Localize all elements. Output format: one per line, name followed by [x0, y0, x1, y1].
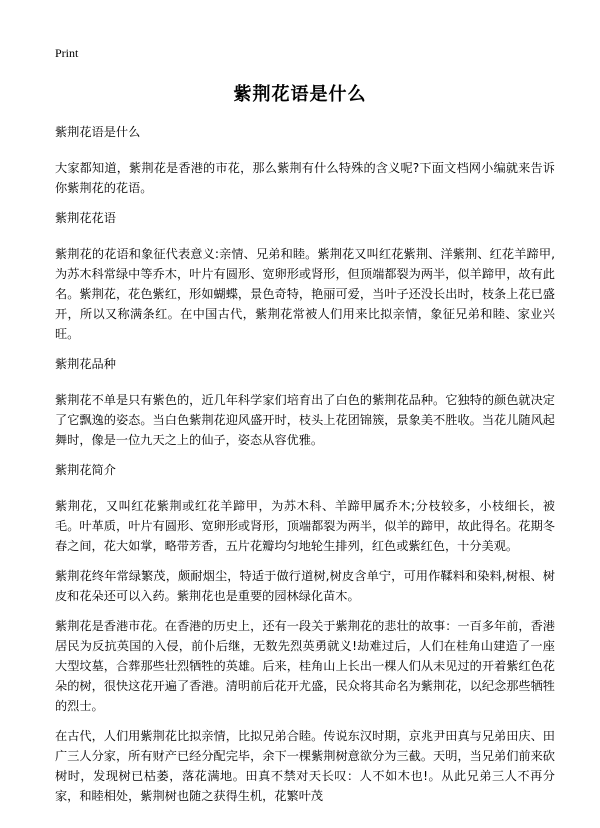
- paragraph: 紫荆花的花语和象征代表意义:亲情、兄弟和睦。紫荆花又叫红花紫荆、洋紫荆、红花羊蹄甲,为苏木科常绿中等乔木，叶片有圆形、宽卵形或肾形，但顶端都裂为两半，似羊蹄甲，故有此名。紫荆花，花色紫红，形如蝴蝶，景色奇特，艳丽可爱，当叶子还没长出时，枝条上花已盛开，所以又称满条红。在中国古代，紫荆花常被人们用来比拟亲情，象征兄弟和睦、家业兴旺。: [55, 247, 555, 341]
- paragraph: 紫荆花是香港市花。在香港的历史上，还有一段关于紫荆花的悲壮的故事：一百多年前，香港居民为反抗英国的入侵，前仆后继，无数先烈英勇就义!劫难过后，人们在桂角山建造了一座大型坟墓，合葬那些壮烈牺牲的英雄。后来，桂角山上长出一棵人们从未见过的开着紫红色花朵的树，很快这花开遍了香港。清明前后花开尤盛，民众将其命名为紫荆花，以纪念那些牺牲的烈士。: [55, 619, 555, 713]
- section-heading: 紫荆花简介: [55, 463, 116, 477]
- article-body: [55, 122, 555, 816]
- page-title: 紫荆花语是什么: [233, 84, 367, 105]
- section: [55, 208, 555, 344]
- section-heading: 紫荆花语是什么: [55, 125, 141, 139]
- paragraph: 紫荆花终年常绿繁茂，颇耐烟尘，特适于做行道树,树皮含单宁，可用作鞣料和染料,树根、树皮和花朵还可以入药。紫荆花也是重要的园林绿化苗木。: [55, 569, 555, 603]
- section: [55, 354, 555, 450]
- paragraph: 大家都知道，紫荆花是香港的市花，那么紫荆有什么特殊的含义呢?下面文档网小编就来告诉你紫荆花的花语。: [55, 161, 555, 195]
- paragraph: 紫荆花不单是只有紫色的，近几年科学家们培育出了白色的紫荆花品种。它独特的颜色就决定了它飘逸的姿态。当白色紫荆花迎风盛开时，枝头上花团锦簇，景象美不胜收。当花儿随风起舞时，像是一位九天之上的仙子，姿态从容优雅。: [55, 393, 555, 447]
- print-link[interactable]: Print: [55, 46, 79, 60]
- section: [55, 460, 555, 806]
- paragraph: 紫荆花，又叫红花紫荆或红花羊蹄甲，为苏木科、羊蹄甲属乔木;分枝较多，小枝细长，被毛。叶革质，叶片有圆形、宽卵形或肾形，顶端都裂为两半，似羊的蹄甲，故此得名。花期冬春之间，花大如掌，略带芳香，五片花瓣均匀地轮生排列，红色或紫红色，十分美观。: [55, 499, 555, 553]
- section: [55, 122, 555, 198]
- paragraph: 在古代，人们用紫荆花比拟亲情，比拟兄弟合睦。传说东汉时期，京兆尹田真与兄弟田庆、田广三人分家，所有财产已经分配完毕，余下一棵紫荆树意欲分为三截。天明，当兄弟们前来砍树时，发现树已枯萎，落花满地。田真不禁对天长叹：人不如木也!。从此兄弟三人不再分家，和睦相处，紫荆树也随之获得生机，花繁叶茂: [55, 729, 555, 803]
- section-heading: 紫荆花品种: [55, 357, 116, 371]
- section-heading: 紫荆花花语: [55, 211, 116, 225]
